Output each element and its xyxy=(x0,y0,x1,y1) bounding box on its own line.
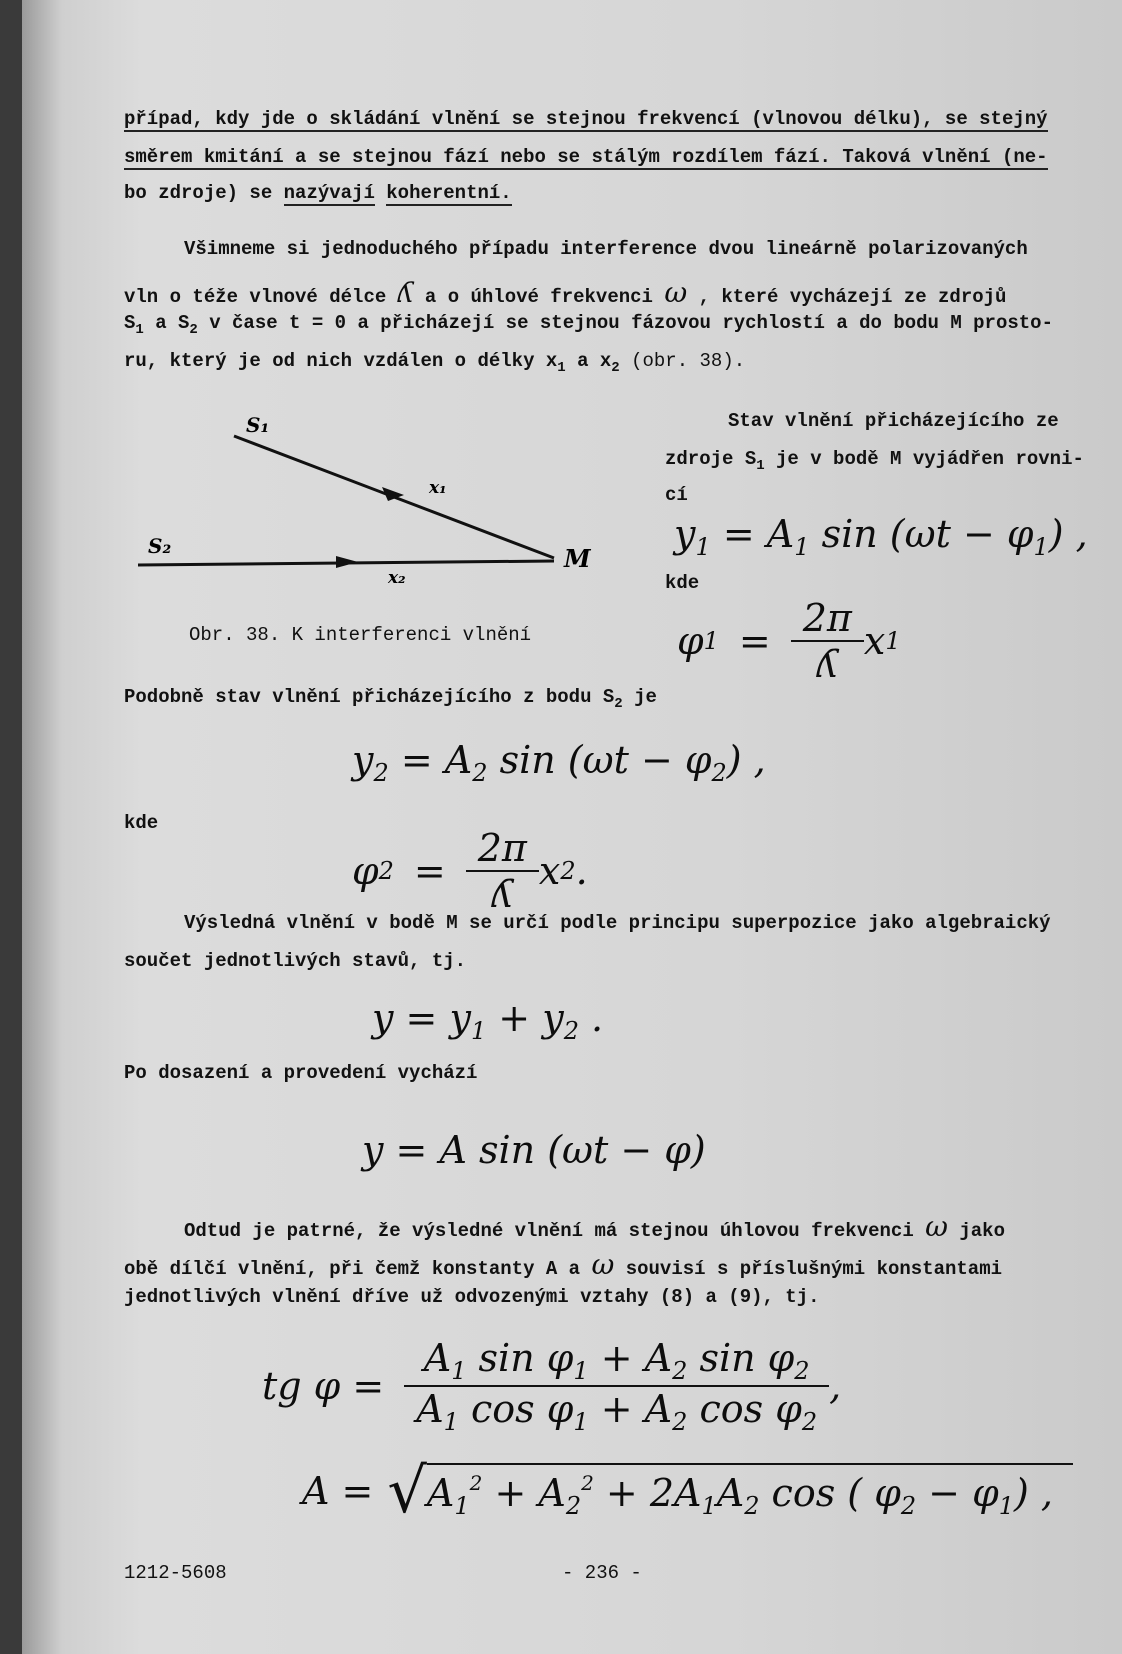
text-line xyxy=(184,1210,1005,1243)
fraction xyxy=(797,596,858,686)
subscript: 1 xyxy=(557,360,566,376)
eq-sub: 1 xyxy=(885,627,901,655)
subscript: 2 xyxy=(189,322,198,338)
fraction xyxy=(410,1336,823,1436)
label-s2: S₂ xyxy=(148,534,172,558)
label-x1: x₁ xyxy=(429,478,447,498)
text-line: Výsledná vlnění v bodě M se určí podle principu superpozice jako algebraický xyxy=(184,912,1051,934)
label-m: M xyxy=(564,544,591,573)
text-span: jako xyxy=(947,1220,1005,1242)
label-x2: x₂ xyxy=(388,568,406,588)
eq-part: cos φ xyxy=(458,1387,574,1431)
eq-sub: 2 xyxy=(565,1491,582,1520)
eq-sub: 1 xyxy=(794,533,810,561)
eq-sub: 1 xyxy=(695,533,711,561)
sqrt-radicand xyxy=(427,1463,1073,1520)
text-span: Odtud je patrné, že výsledné vlnění má stejnou úhlovou frekvenci xyxy=(184,1220,926,1242)
underlined-text: případ, kdy jde o skládání vlnění se stejnou frekvencí (vlnovou délku), se stejný xyxy=(124,108,1048,130)
eq-sub: 2 xyxy=(801,1408,818,1436)
text-line xyxy=(124,146,1048,168)
eq-sub: 2 xyxy=(560,857,576,885)
eq-part: tg φ = xyxy=(262,1364,385,1408)
eq-sub: 1 xyxy=(443,1408,459,1436)
text-span: a S xyxy=(143,312,190,334)
subscript: 1 xyxy=(135,322,144,338)
subscript: 1 xyxy=(756,458,765,474)
eq-sub: 2 xyxy=(563,1017,579,1045)
text-line xyxy=(124,1248,1002,1281)
text-line xyxy=(184,238,1028,260)
eq-part: A xyxy=(416,1387,444,1431)
eq-part: y xyxy=(352,738,374,782)
figure-caption: Obr. 38. K interferenci vlnění xyxy=(189,624,532,646)
lambda-symbol: ʎ xyxy=(397,276,414,309)
eq-part: sin (ωt − φ xyxy=(487,738,712,782)
eq-sub: 1 xyxy=(573,1357,589,1385)
text-span: ru, který je od nich vzdálen o délky x xyxy=(124,350,558,372)
eq-part: cos φ xyxy=(687,1387,802,1431)
eq-sub: 1 xyxy=(1033,533,1049,561)
equation-sum xyxy=(372,996,603,1045)
eq-part: φ xyxy=(352,849,379,893)
eq-part: . xyxy=(578,996,604,1040)
fraction xyxy=(472,826,533,916)
eq-sup: 2 xyxy=(581,1470,594,1495)
eq-part: . xyxy=(575,849,588,893)
equation-y1 xyxy=(674,512,1088,561)
eq-part: x xyxy=(538,849,561,893)
document-page xyxy=(22,0,1122,1654)
eq-part: A = xyxy=(302,1469,374,1513)
numerator xyxy=(418,1336,816,1385)
eq-part: y xyxy=(674,512,696,556)
text-line: kde xyxy=(665,572,700,594)
eq-part: + y xyxy=(486,996,564,1040)
eq-part: sin (ωt − φ xyxy=(809,512,1034,556)
eq-part: = A xyxy=(400,738,473,782)
eq-sub: 2 xyxy=(373,759,389,787)
text-line xyxy=(665,448,1084,474)
text-span: S xyxy=(124,312,136,334)
eq-sub: 2 xyxy=(672,1408,688,1436)
text-line: jednotlivých vlnění dříve už odvozenými vztahy (8) a (9), tj. xyxy=(124,1286,820,1308)
eq-part: A xyxy=(423,1336,452,1380)
subscript: 2 xyxy=(611,360,620,376)
text-line xyxy=(124,312,1053,338)
eq-sub: 1 xyxy=(701,1491,717,1520)
eq-part: A xyxy=(716,1470,745,1515)
eq-part: + 2A xyxy=(593,1470,702,1515)
text-span: souvisí s příslušnými konstantami xyxy=(614,1258,1002,1280)
equation-y2 xyxy=(352,738,766,787)
text-span: Stav vlnění přicházejícího ze xyxy=(728,410,1059,432)
equation-phi1 xyxy=(677,596,901,686)
text-span: , které vycházejí ze zdrojů xyxy=(687,286,1007,308)
eq-sub: 1 xyxy=(703,627,719,655)
text-span: je xyxy=(622,686,657,708)
eq-part: ) , xyxy=(726,738,766,782)
equation-result: y = A sin (ωt − φ) xyxy=(362,1128,706,1172)
eq-part: A xyxy=(426,1470,455,1515)
document-code: 1212-5608 xyxy=(124,1562,227,1584)
interference-figure xyxy=(132,405,632,588)
eq-sub: 2 xyxy=(794,1357,810,1385)
eq-sub: 2 xyxy=(672,1357,688,1385)
omega-symbol: ω xyxy=(925,1210,948,1243)
eq-part: , xyxy=(829,1364,842,1408)
eq-part: φ xyxy=(677,619,704,663)
text-line xyxy=(124,276,1006,309)
text-span: bo zdroje) se xyxy=(124,182,284,204)
arrowhead-s2 xyxy=(336,556,358,568)
text-line xyxy=(124,108,1048,130)
subscript: 2 xyxy=(614,696,623,712)
eq-part: − φ xyxy=(916,1470,999,1515)
page-number: - 236 - xyxy=(562,1562,642,1584)
text-line xyxy=(728,410,1059,432)
equation-tangent xyxy=(262,1336,841,1436)
denominator: ʎ xyxy=(466,870,539,916)
label-s1: S₁ xyxy=(246,413,270,437)
text-span: je v bodě M vyjádřen rovni- xyxy=(764,448,1084,470)
equation-phi2 xyxy=(352,826,588,916)
text-span: Všimneme si jednoduchého případu interference dvou lineárně polarizovaných xyxy=(184,238,1028,260)
text-span: Podobně stav vlnění přicházejícího z bodu S xyxy=(124,686,615,708)
eq-part: = xyxy=(413,849,446,893)
eq-sub: 2 xyxy=(744,1491,760,1520)
text-span: v čase t = 0 a přicházejí se stejnou fázovou rychlostí a do bodu M prosto- xyxy=(197,312,1053,334)
text-span: (obr. 38). xyxy=(619,350,746,372)
eq-sup: 2 xyxy=(469,1470,483,1495)
denominator xyxy=(404,1385,829,1436)
omega-symbol: ω xyxy=(591,1248,615,1281)
omega-symbol: ω xyxy=(664,276,688,309)
eq-part: + A xyxy=(482,1470,566,1515)
numerator: 2π xyxy=(802,596,852,640)
text-line: Po dosazení a provedení vychází xyxy=(124,1062,478,1084)
numerator: 2π xyxy=(477,826,527,870)
text-line xyxy=(124,686,657,712)
eq-part: sin φ xyxy=(466,1336,574,1380)
text-line xyxy=(124,350,745,376)
text-line: kde xyxy=(124,812,159,834)
eq-sub: 1 xyxy=(998,1491,1014,1520)
denominator: ʎ xyxy=(791,640,864,686)
eq-part: = xyxy=(738,619,771,663)
eq-sub: 1 xyxy=(451,1357,467,1385)
text-line: cí xyxy=(665,484,688,506)
underlined-term: koherentní. xyxy=(386,182,512,204)
text-span: zdroje S xyxy=(665,448,757,470)
underlined-text: směrem kmitání a se stejnou fází nebo se stálým rozdílem fází. Taková vlnění (ne- xyxy=(124,146,1048,168)
eq-part: ) , xyxy=(1013,1470,1053,1515)
eq-sub: 2 xyxy=(472,759,488,787)
text-line xyxy=(124,182,512,204)
eq-part: x xyxy=(863,619,886,663)
eq-sub: 1 xyxy=(470,1017,487,1045)
text-span: vln o téže vlnové délce xyxy=(124,286,398,308)
text-line: součet jednotlivých stavů, tj. xyxy=(124,950,467,972)
underlined-text: nazývají xyxy=(283,182,375,204)
eq-part: sin φ xyxy=(687,1336,795,1380)
eq-part: y = y xyxy=(372,996,471,1040)
text-span: a o úhlové frekvenci xyxy=(413,286,665,308)
sqrt-sign: √ xyxy=(387,1454,427,1527)
text-span: obě dílčí vlnění, při čemž konstanty A a xyxy=(124,1258,592,1280)
eq-sub: 1 xyxy=(454,1491,470,1520)
text-span: a x xyxy=(565,350,612,372)
eq-part: ) , xyxy=(1048,512,1088,556)
eq-part: + A xyxy=(588,1387,673,1431)
eq-part: = A xyxy=(722,512,795,556)
eq-sub: 2 xyxy=(711,759,727,787)
eq-part: + A xyxy=(588,1336,673,1380)
eq-sub: 1 xyxy=(573,1408,589,1436)
text-span xyxy=(375,182,386,204)
eq-sub: 2 xyxy=(378,857,394,885)
eq-part: cos ( φ xyxy=(759,1470,901,1515)
equation-amplitude xyxy=(302,1454,1073,1527)
eq-sub: 2 xyxy=(900,1491,917,1520)
